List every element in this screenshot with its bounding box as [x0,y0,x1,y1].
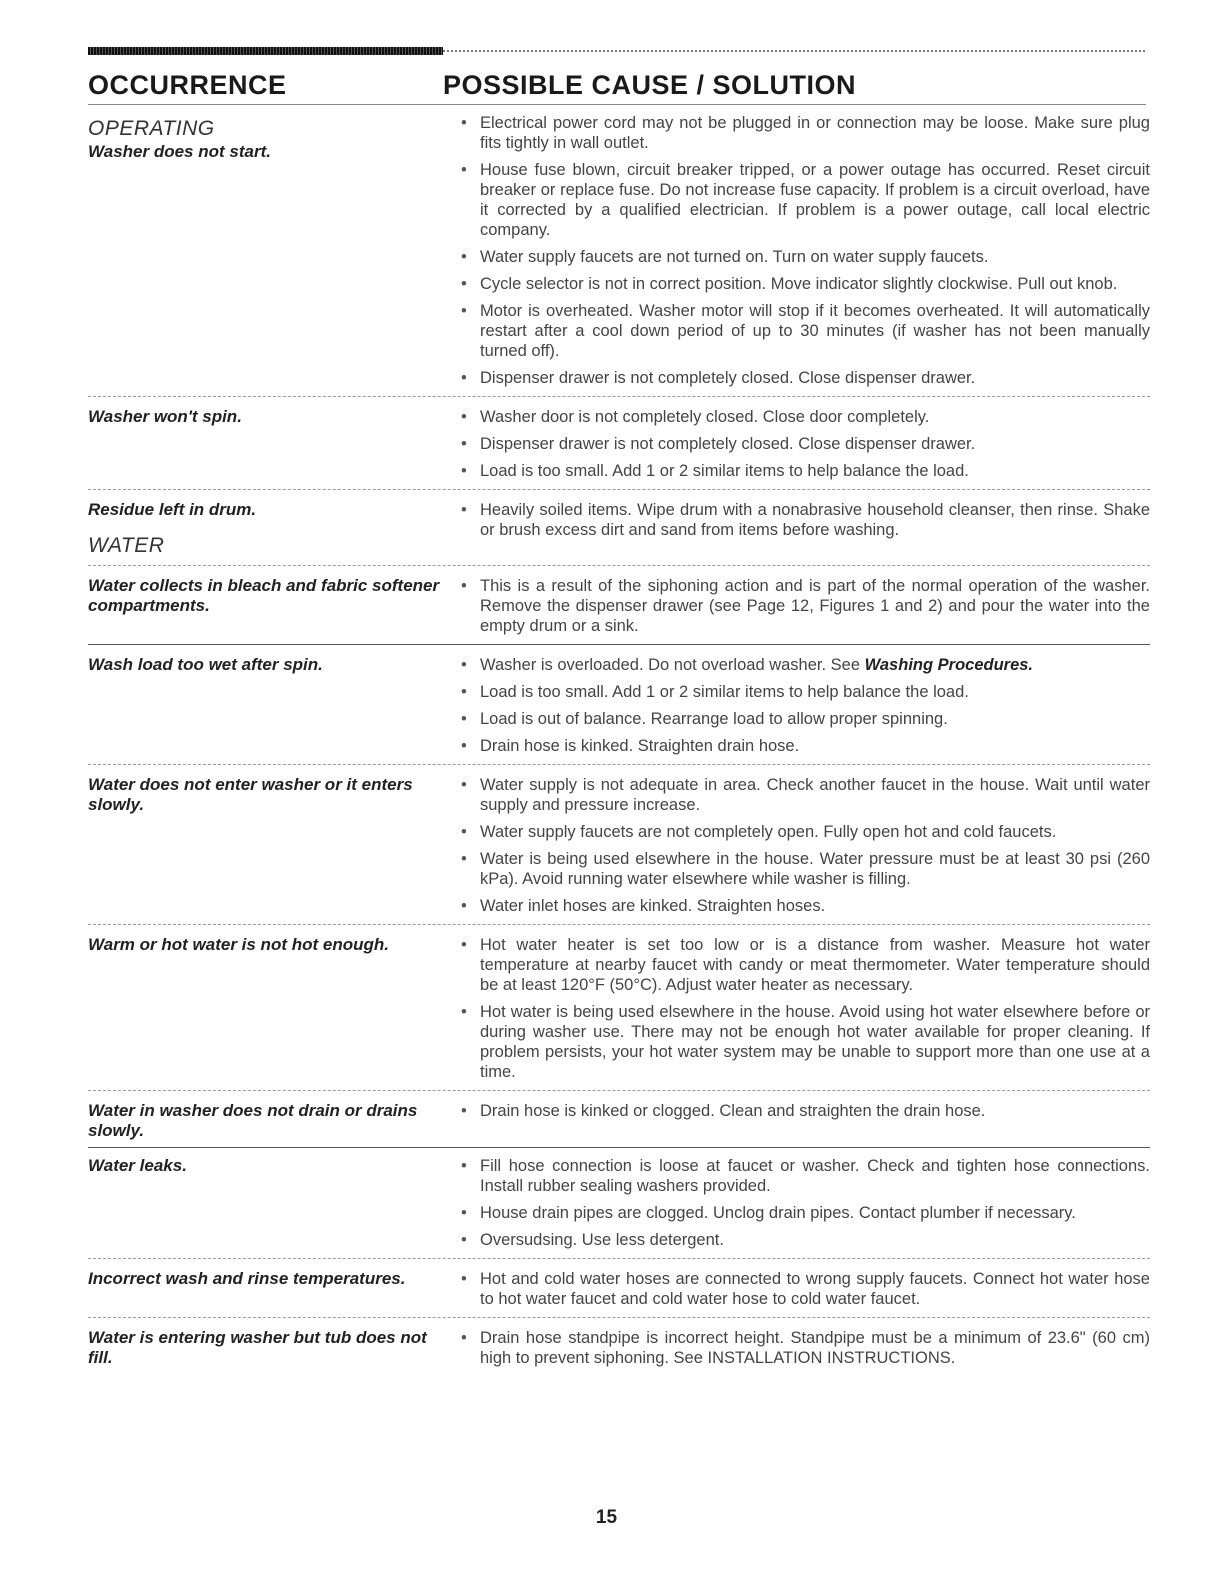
occurrence-cell [88,576,458,638]
cause-text: Washer is overloaded. Do not overload washer. See [480,656,861,674]
cause-item: • Water supply is not adequate in area. Check another faucet in the house. Wait until water supply and pressure increase. [458,775,1150,815]
cause-item: • Hot water heater is set too low or is a distance from washer. Measure hot water temperature at nearby faucet with candy or meat thermometer. Water temperature should be at least 120°F (50°C). Adjust water heater as necessary. [458,935,1150,995]
table-row [88,397,1150,490]
cause-item: • Oversudsing. Use less detergent. [458,1230,1150,1250]
cause-item: • Drain hose standpipe is incorrect height. Standpipe must be a minimum of 23.6" (60 cm) high to prevent siphoning. See INSTALLATION INSTRUCTIONS. [458,1328,1150,1368]
table-row [88,566,1150,645]
section-label-operating: OPERATING [88,117,215,140]
column-headers [88,70,1146,104]
occurrence-header: OCCURRENCE [88,70,287,100]
table-row [88,645,1150,765]
cause-item: • House drain pipes are clogged. Unclog drain pipes. Contact plumber if necessary. [458,1203,1150,1223]
occurrence-cell [88,1101,458,1141]
section-label-water: WATER [88,534,165,557]
cause-cell [458,1328,1150,1370]
cause-item: • Water inlet hoses are kinked. Straighten hoses. [458,896,1150,916]
occurrence-text: Water does not enter washer or it enters slowly. [88,775,413,814]
occurrence-text: Warm or hot water is not hot enough. [88,935,389,954]
occurrence-cell [88,935,458,1084]
header-bar-solid [88,47,443,55]
cause-cell [458,775,1150,918]
cause-cell [458,655,1150,758]
occurrence-text: Washer does not start. [88,142,271,161]
cause-item: • Dispenser drawer is not completely closed. Close dispenser drawer. [458,368,1150,388]
washing-procedures-reference: Washing Procedures. [864,656,1034,674]
cause-item: • Dispenser drawer is not completely closed. Close dispenser drawer. [458,434,1150,454]
occurrence-text: Wash load too wet after spin. [88,655,323,674]
cause-cell [458,1101,1150,1141]
table-row [88,1259,1150,1318]
cause-item: • Motor is overheated. Washer motor will stop if it becomes overheated. It will automatically restart after a cool down period of up to 30 minutes (if washer has not been manually turned off). [458,301,1150,361]
page-number: 15 [595,1507,618,1528]
occurrence-cell [88,407,458,483]
header-bar-dotted [443,50,1146,52]
cause-cell [458,113,1150,390]
cause-item: • Heavily soiled items. Wipe drum with a nonabrasive household cleanser, then rinse. Shake or brush excess dirt and sand from items before washing. [458,500,1150,540]
cause-cell [458,500,1150,559]
table-row [88,108,1150,397]
cause-item: • Load is too small. Add 1 or 2 similar items to help balance the load. [458,682,1150,702]
occurrence-cell [88,1328,458,1370]
occurrence-text: Residue left in drum. [88,500,257,519]
occurrence-text: Water in washer does not drain or drains slowly. [88,1101,418,1140]
cause-item: • Load is out of balance. Rearrange load to allow proper spinning. [458,709,1150,729]
troubleshooting-table [88,108,1150,1376]
table-row [88,925,1150,1091]
cause-item: • Hot and cold water hoses are connected to wrong supply faucets. Connect hot water hose to hot water faucet and cold water hose to cold water faucet. [458,1269,1150,1309]
cause-cell [458,407,1150,483]
table-row [88,1318,1150,1376]
occurrence-text: Water leaks. [88,1156,187,1175]
occurrence-cell [88,655,458,758]
occurrence-cell [88,113,458,390]
cause-item: • House fuse blown, circuit breaker tripped, or a power outage has occurred. Reset circuit breaker or replace fuse. Do not increase fuse capacity. If problem is a circuit overload, have it corrected by a qualified electrician. If problem is a power outage, call local electric company. [458,160,1150,240]
occurrence-text: Water collects in bleach and fabric softener compartments. [88,576,440,615]
cause-item: • Electrical power cord may not be plugged in or connection may be loose. Make sure plug fits tightly in wall outlet. [458,113,1150,153]
cause-solution-header: POSSIBLE CAUSE / SOLUTION [443,70,857,100]
cause-item: • Load is too small. Add 1 or 2 similar items to help balance the load. [458,461,1150,481]
table-row [88,1091,1150,1148]
table-row [88,1148,1150,1259]
occurrence-cell [88,775,458,918]
cause-cell [458,1269,1150,1311]
cause-item: • Fill hose connection is loose at faucet or washer. Check and tighten hose connections. Install rubber sealing washers provided. [458,1156,1150,1196]
cause-item: • Drain hose is kinked. Straighten drain hose. [458,736,1150,756]
cause-item: • Water supply faucets are not turned on. Turn on water supply faucets. [458,247,1150,267]
occurrence-text: Washer won't spin. [88,407,242,426]
cause-cell [458,935,1150,1084]
cause-item: • Hot water is being used elsewhere in the house. Avoid using hot water elsewhere before or during washer use. There may not be enough hot water available for proper cleaning. If problem persists, your hot water system may be unable to support more than one use at a time. [458,1002,1150,1082]
occurrence-cell [88,500,458,559]
occurrence-cell [88,1156,458,1252]
cause-item [458,655,1150,675]
table-row [88,490,1150,566]
table-row [88,765,1150,925]
cause-item: • Cycle selector is not in correct position. Move indicator slightly clockwise. Pull out knob. [458,274,1150,294]
cause-item: • Drain hose is kinked or clogged. Clean and straighten the drain hose. [458,1101,1150,1121]
header-bar [88,47,1146,57]
cause-cell [458,1156,1150,1252]
cause-item: • This is a result of the siphoning action and is part of the normal operation of the washer. Remove the dispenser drawer (see Page 12, Figures 1 and 2) and pour the water into the empty drum or a sink. [458,576,1150,636]
cause-item: • Water supply faucets are not completely open. Fully open hot and cold faucets. [458,822,1150,842]
cause-item: • Water is being used elsewhere in the house. Water pressure must be at least 30 psi (260 kPa). Avoid running water elsewhere while washer is filling. [458,849,1150,889]
cause-cell [458,576,1150,638]
occurrence-text: Incorrect wash and rinse temperatures. [88,1269,406,1288]
occurrence-text: Water is entering washer but tub does not fill. [88,1328,427,1367]
header-rule [88,104,1146,105]
cause-item: • Washer door is not completely closed. Close door completely. [458,407,1150,427]
occurrence-cell [88,1269,458,1311]
